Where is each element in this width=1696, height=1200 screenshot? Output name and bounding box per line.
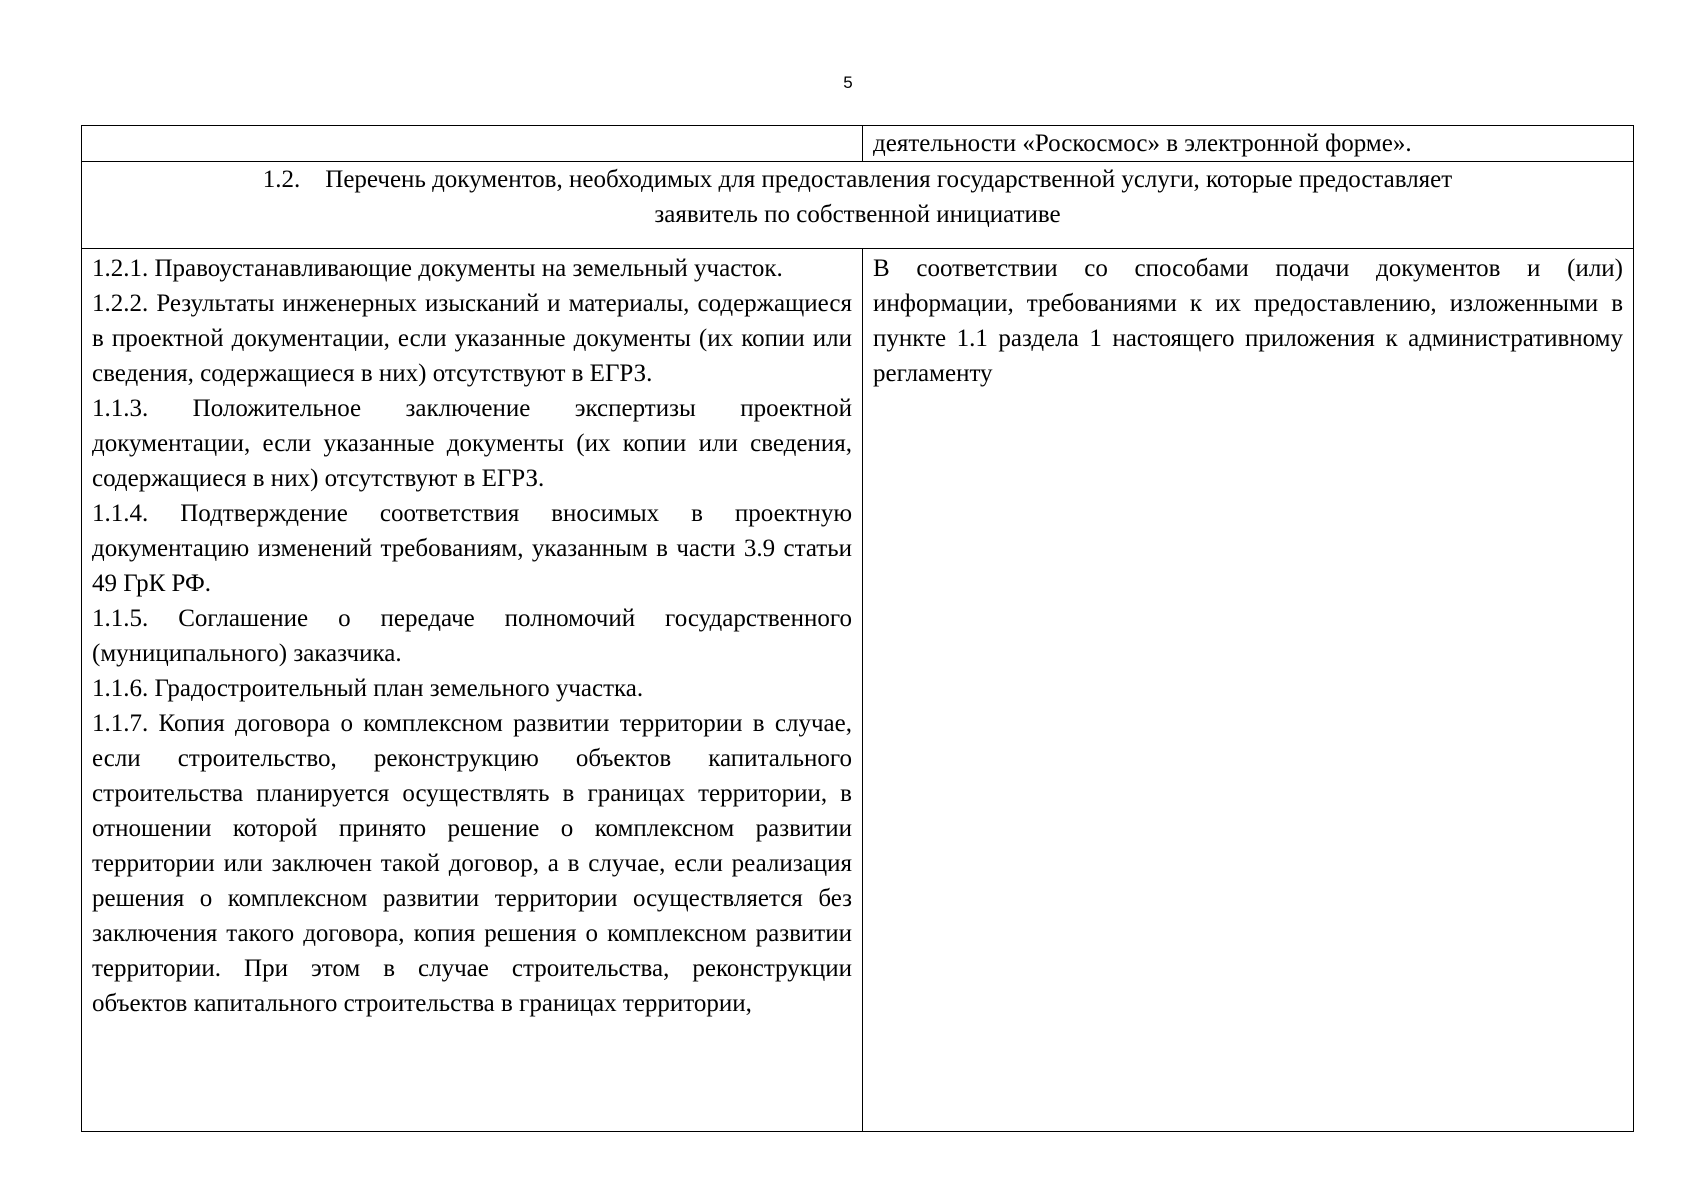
list-item: 1.2.2. Результаты инженерных изысканий и материалы, содержащиеся в проектной документации, если указанные документы (их копии или сведения, содержащиеся в них) отсутствуют в ЕГРЗ. xyxy=(92,290,852,387)
section-heading xyxy=(82,162,1634,249)
section-heading-line: заявитель по собственной инициативе xyxy=(654,201,1061,228)
list-item: 1.2.1. Правоустанавливающие документы на земельный участок. xyxy=(92,255,783,282)
list-item: 1.1.5. Соглашение о передаче полномочий государственного (муниципального) заказчика. xyxy=(92,605,852,667)
section-heading-line: 1.2. Перечень документов, необходимых для предоставления государственной услуги, которые предоставляет xyxy=(262,166,1453,193)
list-item: 1.1.6. Градостроительный план земельного участка. xyxy=(92,675,644,702)
submission-method-cell xyxy=(863,249,1634,1132)
top-row-left-cell xyxy=(82,126,863,162)
list-item: 1.1.4. Подтверждение соответствия вносимых в проектную документацию изменений требованиям, указанным в части 3.9 статьи 49 ГрК РФ. xyxy=(92,500,852,597)
table-row xyxy=(82,126,1634,162)
documents-table xyxy=(81,125,1634,1132)
documents-list-cell xyxy=(82,249,863,1132)
list-item: 1.1.3. Положительное заключение экспертизы проектной документации, если указанные документы (их копии или сведения, содержащиеся в них) отсутствуют в ЕГРЗ. xyxy=(92,395,852,492)
submission-method-text: В соответствии со способами подачи документов и (или) информации, требованиями к их предоставлению, изложенными в пункте 1.1 раздела 1 настоящего приложения к административному регламенту xyxy=(873,255,1623,387)
list-item: 1.1.7. Копия договора о комплексном развитии территории в случае, если строительство, реконструкцию объектов капитального строительства планируется осуществлять в границах территории, в отношении которой принято решение о комплексном развитии территории или заключен такой договор, а в случае, если реализация решения о комплексном развитии территории осуществляется без заключения такого договора, копия решения о комплексном развитии территории. При этом в случае строительства, реконструкции объектов капитального строительства в границах территории, xyxy=(92,710,852,1017)
page-number: 5 xyxy=(843,73,853,92)
top-row-right-cell: деятельности «Роскосмос» в электронной форме». xyxy=(863,126,1634,162)
section-heading-row xyxy=(82,162,1634,249)
table-row xyxy=(82,249,1634,1132)
